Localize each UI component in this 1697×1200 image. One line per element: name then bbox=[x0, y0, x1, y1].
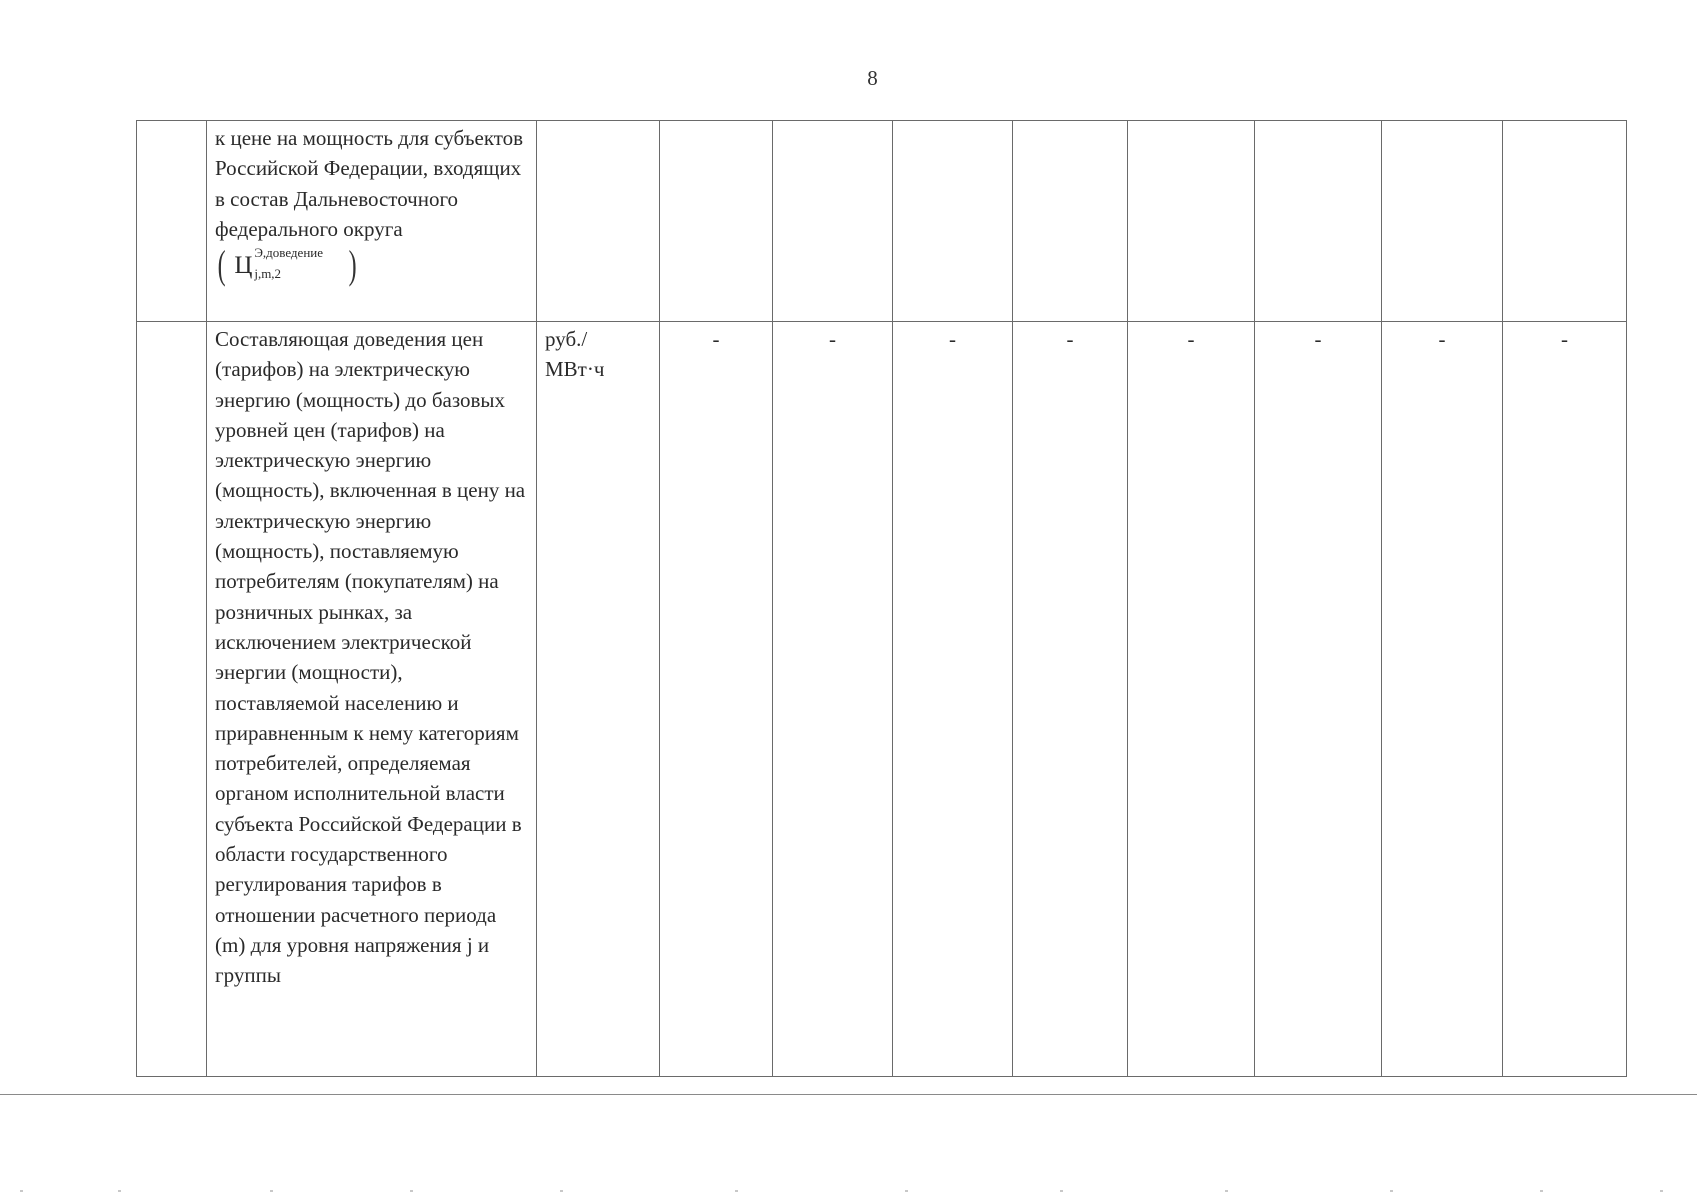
description-cell bbox=[207, 322, 537, 1077]
value-cell: - bbox=[893, 322, 1013, 1077]
value-cell bbox=[1503, 121, 1627, 322]
value-cell: - bbox=[1013, 322, 1128, 1077]
page-number: 8 bbox=[867, 66, 878, 90]
description-cell bbox=[207, 121, 537, 322]
unit-cell bbox=[537, 121, 660, 322]
table-row-continuation bbox=[137, 121, 1627, 322]
value-cell: - bbox=[1128, 322, 1255, 1077]
description-text: к цене на мощность для субъектов Российской Федерации, входящих в состав Дальневосточного федерального округа bbox=[215, 126, 524, 241]
value-cell: - bbox=[773, 322, 893, 1077]
value-cell bbox=[773, 121, 893, 322]
value-cell bbox=[893, 121, 1013, 322]
formula-open-paren: ( bbox=[217, 242, 226, 288]
row-number-cell bbox=[137, 121, 207, 322]
value-cell bbox=[660, 121, 773, 322]
value-cell bbox=[1013, 121, 1128, 322]
page-divider bbox=[0, 1094, 1697, 1095]
formula-close-paren: ) bbox=[348, 242, 357, 288]
formula bbox=[215, 244, 360, 286]
formula-superscript: Э,доведение bbox=[254, 245, 324, 261]
value-cell: - bbox=[1503, 322, 1627, 1077]
unit-line-1: руб./ bbox=[545, 327, 588, 351]
value-cell bbox=[1128, 121, 1255, 322]
value-cell: - bbox=[660, 322, 773, 1077]
formula-base: Ц bbox=[234, 252, 253, 280]
value-cell: - bbox=[1255, 322, 1382, 1077]
unit-cell bbox=[537, 322, 660, 1077]
formula-subscript: j,m,2 bbox=[254, 266, 282, 282]
description-text: Составляющая доведения цен (тарифов) на электрическую энергию (мощность) до базовых уровней цен (тарифов) на электрическую энергию (мощность), включенная в цену на электрическую энергию (мощность), поставляемую потребителям (покупателям) на розничных рынках, за исключением электрической энергии (мощности), поставляемой населению и приравненным к нему категориям потребителей, определяемая органом исполнительной власти субъекта Российской Федерации в области государственного регулирования тарифов в отношении расчетного периода (m) для уровня напряжения j и группы bbox=[215, 327, 526, 988]
data-table bbox=[136, 120, 1627, 1077]
value-cell bbox=[1382, 121, 1503, 322]
row-number-cell bbox=[137, 322, 207, 1077]
scan-artifacts bbox=[0, 1190, 1697, 1193]
value-cell: - bbox=[1382, 322, 1503, 1077]
unit-line-2: МВт·ч bbox=[545, 357, 605, 382]
table-row bbox=[137, 322, 1627, 1077]
value-cell bbox=[1255, 121, 1382, 322]
